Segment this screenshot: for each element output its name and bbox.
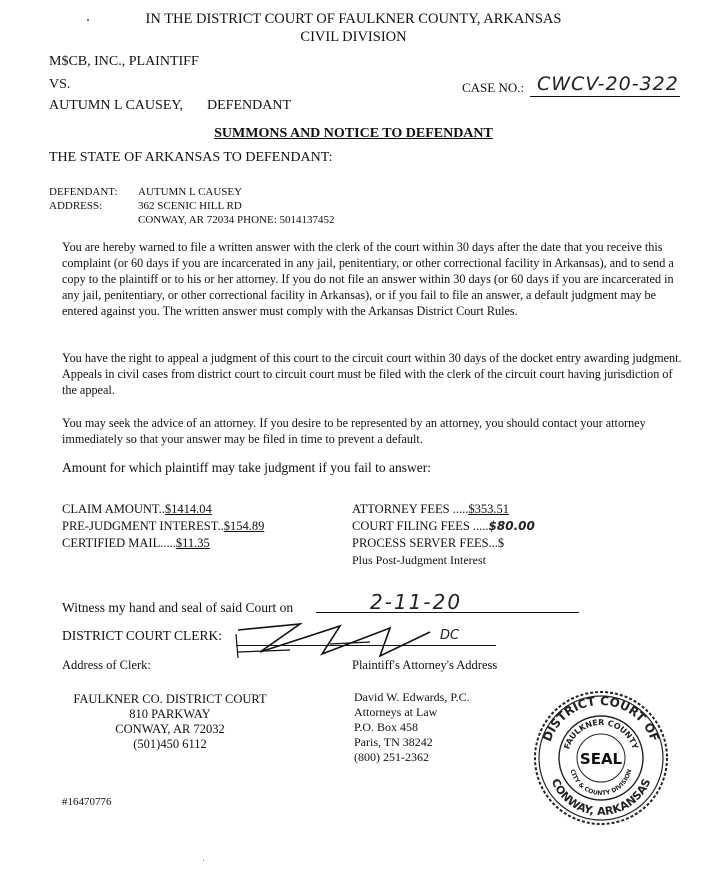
claim-amount-row <box>62 502 212 517</box>
attorney-po-box: P.O. Box 458 <box>354 720 419 734</box>
process-server-fees-value: $ <box>497 536 505 550</box>
seal-center-text: SEAL <box>579 750 623 768</box>
case-number-handwritten: CWCV-20-322 <box>537 73 679 95</box>
process-server-fees-label: PROCESS SERVER FEES... <box>352 536 498 550</box>
clerk-address-line2: 810 PARKWAY <box>129 707 211 721</box>
claim-amount-value: $1414.04 <box>164 502 212 516</box>
process-server-fees-row <box>352 536 504 551</box>
attorney-firm: David W. Edwards, P.C. <box>354 690 470 704</box>
seal-inner-bottom-text: CITY & COUNTY DIVISION <box>568 768 634 798</box>
certified-mail-row <box>62 536 210 551</box>
appeal-paragraph: You have the right to appeal a judgment of this court to the circuit court within 30 days of the docket entry awarding judgment. Appeals in civil cases from district court to circuit court must be filed with the clerk of the circuit court having jurisdiction of the appeal. <box>62 351 682 397</box>
speck-mark-bottom <box>203 860 204 861</box>
defendant-info-name: AUTUMN L CAUSEY <box>138 186 243 198</box>
address-label: ADDRESS: <box>49 200 103 212</box>
court-division: CIVIL DIVISION <box>300 29 407 45</box>
attorney-city: Paris, TN 38242 <box>354 735 433 749</box>
court-filing-fees-row <box>352 519 535 534</box>
defendant-address-line2: CONWAY, AR 72034 PHONE: 5014137452 <box>138 214 335 226</box>
certified-mail-label: CERTIFIED MAIL..... <box>62 536 176 550</box>
prejudgment-interest-row <box>62 519 264 534</box>
witness-text: Witness my hand and seal of said Court on <box>62 600 294 615</box>
document-title: SUMMONS AND NOTICE TO DEFENDANT <box>214 126 493 141</box>
case-number-underline <box>530 96 680 97</box>
clerk-signature <box>230 612 450 660</box>
clerk-address-line3: CONWAY, AR 72032 <box>115 722 225 736</box>
defendant-label: DEFENDANT: <box>49 186 118 198</box>
court-name: IN THE DISTRICT COURT OF FAULKNER COUNTY, ARKANSAS <box>145 11 562 27</box>
clerk-phone: (501)450 6112 <box>133 737 207 751</box>
attorney-fees-value: $353.51 <box>468 502 509 516</box>
amount-intro: Amount for which plaintiff may take judgment if you fail to answer: <box>62 460 432 475</box>
court-filing-fees-label: COURT FILING FEES ..... <box>352 519 489 533</box>
seal-outer-text: DISTRICT COURT OF <box>539 693 662 744</box>
witness-date-handwritten: 2-11-20 <box>370 590 463 614</box>
attorney-address-heading: Plaintiff's Attorney's Address <box>352 658 498 672</box>
document-id: #16470776 <box>62 796 112 808</box>
attorney-phone: (800) 251-2362 <box>354 750 429 764</box>
defendant-address-line1: 362 SCENIC HILL RD <box>138 200 242 212</box>
state-address-line: THE STATE OF ARKANSAS TO DEFENDANT: <box>49 150 333 165</box>
prejudgment-interest-value: $154.89 <box>223 519 265 533</box>
attorney-fees-row <box>352 502 509 517</box>
prejudgment-interest-label: PRE-JUDGMENT INTEREST.. <box>62 519 224 533</box>
attorney-fees-label: ATTORNEY FEES ..... <box>352 502 469 516</box>
certified-mail-value: $11.35 <box>175 536 210 550</box>
attorney-title: Attorneys at Law <box>354 705 438 719</box>
court-seal <box>526 688 676 828</box>
clerk-label: DISTRICT COURT CLERK: <box>62 628 222 643</box>
case-number-label: CASE NO.: <box>462 80 525 95</box>
claim-amount-label: CLAIM AMOUNT.. <box>62 502 165 516</box>
defendant-role: DEFENDANT <box>207 98 291 113</box>
post-judgment-interest: Plus Post-Judgment Interest <box>352 553 486 567</box>
clerk-address-heading: Address of Clerk: <box>62 658 151 672</box>
attorney-advice-paragraph: You may seek the advice of an attorney. If you desire to be represented by an attorney, you should contact your attorney immediately so that your answer may be filed in time to prevent a default. <box>62 416 646 446</box>
court-filing-fees-value: $80.00 <box>488 519 535 533</box>
versus-label: VS. <box>49 77 71 92</box>
seal-inner-text: FAULKNER COUNTY <box>562 717 640 751</box>
plaintiff-line: M$CB, INC., PLAINTIFF <box>49 54 199 69</box>
clerk-initials: DC <box>440 628 460 643</box>
defendant-name: AUTUMN L CAUSEY, <box>49 98 184 113</box>
seal-bottom-text: CONWAY, ARKANSAS <box>548 776 654 819</box>
clerk-address-line1: FAULKNER CO. DISTRICT COURT <box>73 692 267 706</box>
warning-paragraph: You are hereby warned to file a written answer with the clerk of the court within 30 days after the date that you receive this complaint (or 60 days if you are incarcerated in any jail, penitentiary, or other correctional facility in Arkansas), and to send a copy to the plaintiff or to his or her attorney. If you do not file an answer within 30 days (or 60 days if you are incarcerated in any jail, penitentiary, or other correctional facility in Arkansas), or if you fail to file an answer, a default judgment may be entered against you. The written answer must comply with the Arkansas District Court Rules. <box>62 240 674 318</box>
